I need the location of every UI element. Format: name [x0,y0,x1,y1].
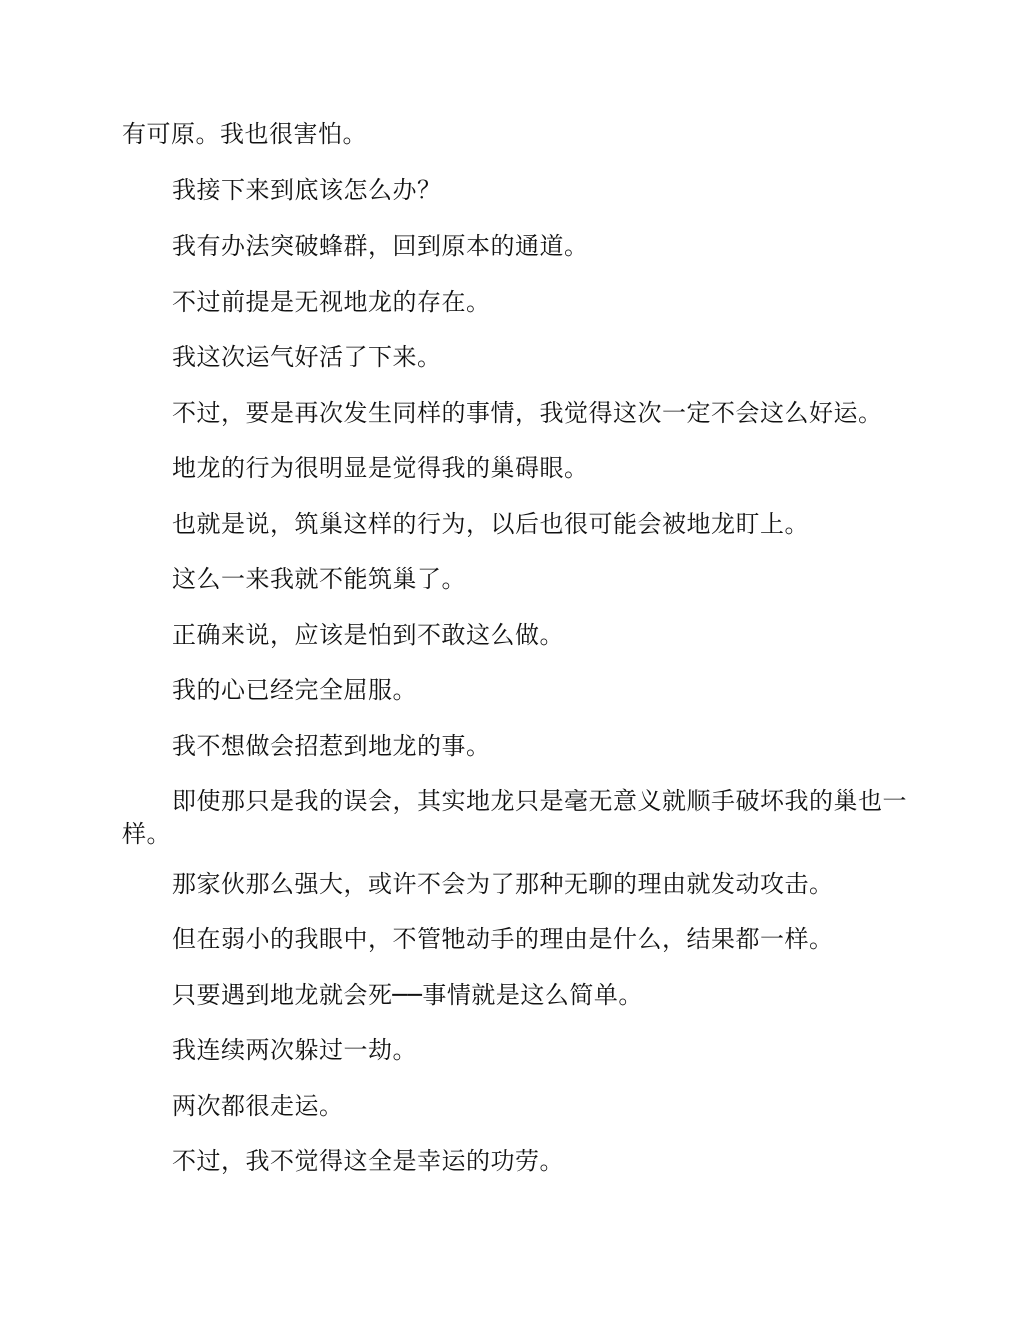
paragraph-18: 两次都很走运。 [172,1092,344,1120]
paragraph-2: 我接下来到底该怎么办？ [172,176,442,204]
paragraph-1: 有可原。我也很害怕。 [122,120,367,148]
paragraph-17: 我连续两次躲过一劫。 [172,1036,417,1064]
paragraph-5: 我这次运气好活了下来。 [172,343,442,371]
paragraph-15: 但在弱小的我眼中，不管牠动手的理由是什么，结果都一样。 [172,925,834,953]
paragraph-3: 我有办法突破蜂群，回到原本的通道。 [172,232,589,260]
paragraph-13: 即使那只是我的误会，其实地龙只是毫无意义就顺手破坏我的巢也一样。 [122,787,907,848]
paragraph-7: 地龙的行为很明显是觉得我的巢碍眼。 [172,454,589,482]
paragraph-4: 不过前提是无视地龙的存在。 [172,288,491,316]
paragraph-16: 只要遇到地龙就会死──事情就是这么简单。 [172,981,643,1009]
paragraph-12: 我不想做会招惹到地龙的事。 [172,732,491,760]
paragraph-11: 我的心已经完全屈服。 [172,676,417,704]
paragraph-6: 不过，要是再次发生同样的事情，我觉得这次一定不会这么好运。 [172,399,883,427]
paragraph-10: 正确来说，应该是怕到不敢这么做。 [172,621,564,649]
paragraph-14: 那家伙那么强大，或许不会为了那种无聊的理由就发动攻击。 [172,870,834,898]
paragraph-9: 这么一来我就不能筑巢了。 [172,565,466,593]
paragraph-8: 也就是说，筑巢这样的行为，以后也很可能会被地龙盯上。 [172,510,809,538]
paragraph-19: 不过，我不觉得这全是幸运的功劳。 [172,1147,564,1175]
